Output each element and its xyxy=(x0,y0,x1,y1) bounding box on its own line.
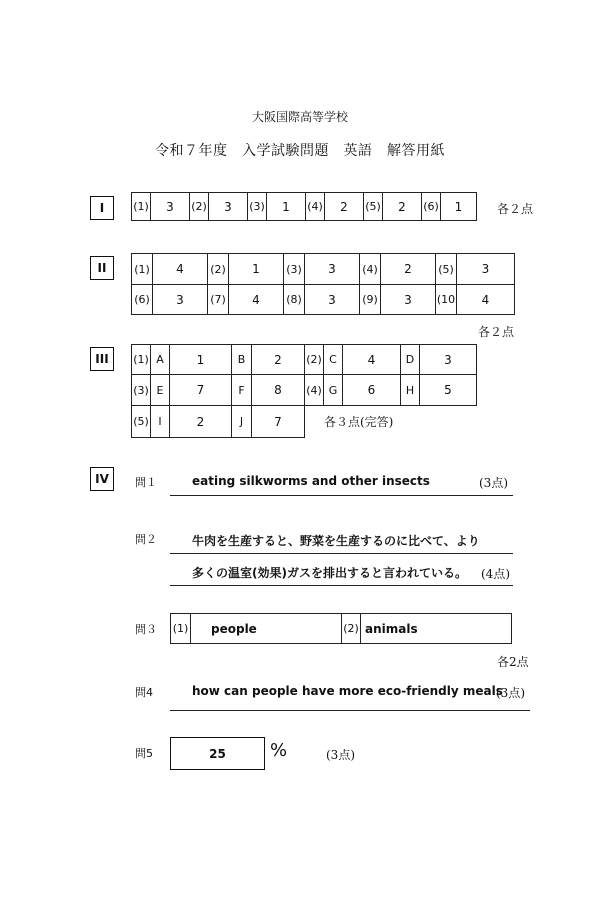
sec2-label: (6) xyxy=(131,284,153,315)
sec3-answer: 2 xyxy=(251,344,305,375)
sec3-letter: F xyxy=(231,374,252,406)
sec3-letter: E xyxy=(150,374,170,406)
q4-label: 問4 xyxy=(135,686,153,699)
q5-unit: % xyxy=(270,740,288,761)
sec3-letter: B xyxy=(231,344,252,375)
sec2-answer: 3 xyxy=(456,253,515,285)
sec2-label: (7) xyxy=(207,284,229,315)
sec3-q-label: (3) xyxy=(131,374,151,406)
section-i-answer-row xyxy=(131,192,477,221)
sec3-answer: 5 xyxy=(419,374,477,406)
section-label-iii: III xyxy=(90,347,114,371)
sec3-letter: H xyxy=(400,374,420,406)
sec2-answer: 1 xyxy=(228,253,284,285)
q4-answer: how can people have more eco-friendly meals xyxy=(192,684,503,698)
q4-answer-line xyxy=(170,710,530,711)
sec3-answer: 6 xyxy=(342,374,401,406)
sec1-label: (5) xyxy=(363,192,383,221)
sec2-answer: 4 xyxy=(228,284,284,315)
sec2-answer: 2 xyxy=(380,253,436,285)
q3-sub-label: (2) xyxy=(341,613,361,644)
sec2-label: (3) xyxy=(283,253,305,285)
q2-answer-line2: 多くの温室(効果)ガスを排出すると言われている。 xyxy=(192,566,467,580)
sec2-answer: 4 xyxy=(456,284,515,315)
sec1-answer: 1 xyxy=(266,192,306,221)
q2-answer-line1: 牛肉を生産すると、野菜を生産するのに比べて、より xyxy=(192,534,480,548)
sec3-answer: 1 xyxy=(169,344,232,375)
q1-points: (3点) xyxy=(479,476,508,490)
sec3-letter: G xyxy=(323,374,343,406)
q3-answer-2: animals xyxy=(360,613,512,644)
section-ii-answer-grid xyxy=(131,253,515,315)
sec1-points: 各２点 xyxy=(497,202,534,216)
sec2-answer: 3 xyxy=(304,284,360,315)
sec3-q-label: (2) xyxy=(304,344,324,375)
sec2-label: (4) xyxy=(359,253,381,285)
sec1-label: (3) xyxy=(247,192,267,221)
sec3-answer: 3 xyxy=(419,344,477,375)
sec1-label: (1) xyxy=(131,192,151,221)
school-name: 大阪国際高等学校 xyxy=(251,110,348,124)
sec2-answer: 3 xyxy=(304,253,360,285)
sec1-label: (2) xyxy=(189,192,209,221)
sec1-answer: 2 xyxy=(382,192,422,221)
q3-answer-1: people xyxy=(190,613,342,644)
sec2-answer: 3 xyxy=(380,284,436,315)
q2-line-2 xyxy=(170,585,513,586)
q2-line-1 xyxy=(170,553,513,554)
q5-label: 問5 xyxy=(135,747,153,760)
q5-points: (3点) xyxy=(326,748,355,762)
sec2-label: (9) xyxy=(359,284,381,315)
sec3-letter: D xyxy=(400,344,420,375)
q1-answer-line xyxy=(170,495,513,496)
q3-answer-box xyxy=(170,613,512,644)
q1-label: 問１ xyxy=(135,476,157,489)
sec3-answer: 4 xyxy=(342,344,401,375)
q3-label: 問３ xyxy=(135,623,157,636)
section-label-ii: II xyxy=(90,256,114,280)
page-title: 令和７年度 入学試験問題 英語 解答用紙 xyxy=(155,143,445,159)
sec3-answer: 8 xyxy=(251,374,305,406)
sec2-label: (5) xyxy=(435,253,457,285)
q1-answer: eating silkworms and other insects xyxy=(192,474,430,488)
sec1-answer: 2 xyxy=(324,192,364,221)
q4-points: (3点) xyxy=(496,686,525,700)
sec3-letter: I xyxy=(150,405,170,438)
section-label-iv: IV xyxy=(90,467,114,491)
sec1-answer: 3 xyxy=(150,192,190,221)
sec2-answer: 4 xyxy=(152,253,208,285)
sec2-label: (10 xyxy=(435,284,457,315)
q3-sub-label: (1) xyxy=(170,613,191,644)
sec3-points: 各３点(完答) xyxy=(324,415,394,429)
section-iii-answer-grid xyxy=(131,344,477,438)
sec3-q-label: (1) xyxy=(131,344,151,375)
q3-points: 各2点 xyxy=(497,655,529,669)
q5-answer-box: 25 xyxy=(170,737,265,770)
sec3-letter: J xyxy=(231,405,252,438)
sec1-label: (6) xyxy=(421,192,441,221)
sec3-q-label: (4) xyxy=(304,374,324,406)
sec2-label: (1) xyxy=(131,253,153,285)
section-label-i: I xyxy=(90,196,114,220)
q2-points: (4点) xyxy=(481,567,510,581)
sec3-answer: 7 xyxy=(251,405,305,438)
sec2-label: (2) xyxy=(207,253,229,285)
sec2-points: 各２点 xyxy=(478,325,515,339)
sec1-label: (4) xyxy=(305,192,325,221)
sec2-label: (8) xyxy=(283,284,305,315)
sec3-letter: C xyxy=(323,344,343,375)
sec3-answer: 2 xyxy=(169,405,232,438)
sec1-answer: 3 xyxy=(208,192,248,221)
sec3-answer: 7 xyxy=(169,374,232,406)
sec3-letter: A xyxy=(150,344,170,375)
sec3-q-label: (5) xyxy=(131,405,151,438)
sec1-answer: 1 xyxy=(440,192,477,221)
sec2-answer: 3 xyxy=(152,284,208,315)
q2-label: 問２ xyxy=(135,533,157,546)
